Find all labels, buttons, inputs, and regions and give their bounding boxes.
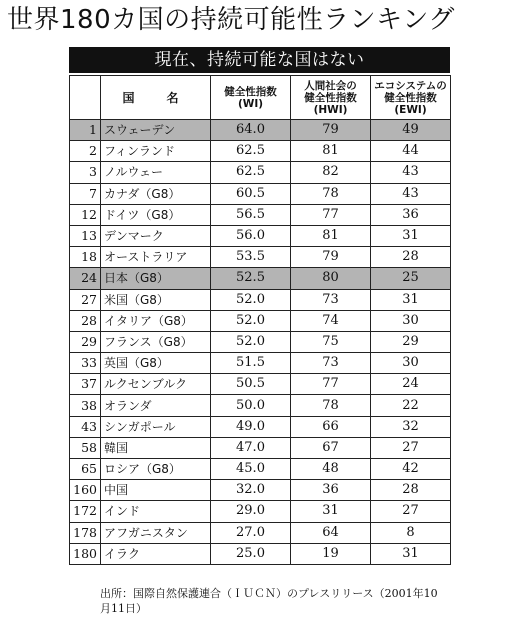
wi-cell: 51.5	[211, 353, 291, 374]
hwi-cell: 81	[291, 141, 371, 162]
rank-cell: 12	[70, 204, 101, 225]
wi-cell: 56.0	[211, 225, 291, 246]
rank-cell: 1	[70, 120, 101, 141]
ewi-header-line: 健全性指数	[384, 91, 437, 104]
hwi-cell: 79	[291, 247, 371, 268]
rank-cell: 38	[70, 395, 101, 416]
country-cell: シンガポール	[101, 416, 211, 437]
table-row	[70, 437, 451, 458]
wi-cell: 62.5	[211, 162, 291, 183]
table-row	[70, 480, 451, 501]
ranking-table-body	[70, 120, 451, 565]
ewi-cell: 28	[371, 480, 451, 501]
country-cell: 中国	[101, 480, 211, 501]
rank-cell: 160	[70, 480, 101, 501]
ewi-cell: 30	[371, 353, 451, 374]
hwi-cell: 77	[291, 374, 371, 395]
ewi-cell: 27	[371, 501, 451, 522]
table-row	[70, 141, 451, 162]
country-cell: ドイツ（G8）	[101, 204, 211, 225]
rank-cell: 178	[70, 522, 101, 543]
ewi-cell: 31	[371, 289, 451, 310]
wi-cell: 52.0	[211, 289, 291, 310]
table-row	[70, 225, 451, 246]
ewi-cell: 30	[371, 310, 451, 331]
wi-cell: 47.0	[211, 437, 291, 458]
ewi-cell: 42	[371, 459, 451, 480]
source-note: 出所：国際自然保護連合（ＩＵＣＮ）のプレスリリース（2001年10月11日）	[100, 587, 438, 615]
table-row	[70, 289, 451, 310]
hwi-cell: 67	[291, 437, 371, 458]
ewi-cell: 49	[371, 120, 451, 141]
hwi-cell: 78	[291, 183, 371, 204]
hwi-cell: 73	[291, 289, 371, 310]
wi-cell: 27.0	[211, 522, 291, 543]
ranking-table	[69, 75, 451, 565]
hwi-cell: 81	[291, 225, 371, 246]
wi-cell: 60.5	[211, 183, 291, 204]
hwi-cell: 66	[291, 416, 371, 437]
hwi-cell: 79	[291, 120, 371, 141]
country-cell: インド	[101, 501, 211, 522]
table-row	[70, 353, 451, 374]
rank-cell: 43	[70, 416, 101, 437]
hwi-cell: 75	[291, 331, 371, 352]
ewi-cell: 25	[371, 268, 451, 289]
rank-cell: 58	[70, 437, 101, 458]
table-row	[70, 331, 451, 352]
ewi-cell: 24	[371, 374, 451, 395]
country-cell: イタリア（G8）	[101, 310, 211, 331]
country-cell: 韓国	[101, 437, 211, 458]
country-name-header: 国 名	[101, 76, 211, 120]
table-row	[70, 247, 451, 268]
wi-cell: 52.0	[211, 310, 291, 331]
ewi-header-line: エコシステムの	[374, 79, 447, 92]
hwi-cell: 31	[291, 501, 371, 522]
wi-cell: 56.5	[211, 204, 291, 225]
rank-cell: 7	[70, 183, 101, 204]
rank-cell: 24	[70, 268, 101, 289]
ewi-cell: 31	[371, 225, 451, 246]
country-cell: ロシア（G8）	[101, 459, 211, 480]
hwi-cell: 73	[291, 353, 371, 374]
table-row	[70, 374, 451, 395]
wi-cell: 25.0	[211, 543, 291, 564]
subtitle-banner: 現在、持続可能な国はない	[69, 47, 450, 73]
country-cell: フランス（G8）	[101, 331, 211, 352]
table-row	[70, 543, 451, 564]
wi-header-line: (WI)	[237, 97, 264, 110]
country-cell: オランダ	[101, 395, 211, 416]
hwi-cell: 19	[291, 543, 371, 564]
table-row	[70, 416, 451, 437]
wi-cell: 53.5	[211, 247, 291, 268]
wi-cell: 52.5	[211, 268, 291, 289]
ewi-cell: 29	[371, 331, 451, 352]
table-row	[70, 268, 451, 289]
hwi-cell: 78	[291, 395, 371, 416]
table-row	[70, 120, 451, 141]
rank-cell: 180	[70, 543, 101, 564]
country-cell: スウェーデン	[101, 120, 211, 141]
table-row	[70, 459, 451, 480]
country-cell: ルクセンブルク	[101, 374, 211, 395]
table-row	[70, 204, 451, 225]
ewi-cell: 32	[371, 416, 451, 437]
rank-cell: 27	[70, 289, 101, 310]
wi-cell: 29.0	[211, 501, 291, 522]
ewi-cell: 43	[371, 162, 451, 183]
wi-cell: 45.0	[211, 459, 291, 480]
country-cell: ノルウェー	[101, 162, 211, 183]
ewi-cell: 22	[371, 395, 451, 416]
hwi-header-line: 人間社会の	[304, 79, 357, 92]
ewi-cell: 28	[371, 247, 451, 268]
table-row	[70, 501, 451, 522]
hwi-header	[291, 76, 371, 120]
hwi-cell: 74	[291, 310, 371, 331]
rank-cell: 65	[70, 459, 101, 480]
wi-header	[211, 76, 291, 120]
table-row	[70, 310, 451, 331]
hwi-cell: 77	[291, 204, 371, 225]
wi-header-line: 健全性指数	[224, 85, 277, 98]
rank-cell: 28	[70, 310, 101, 331]
country-cell: 日本（G8）	[101, 268, 211, 289]
rank-cell: 18	[70, 247, 101, 268]
wi-cell: 52.0	[211, 331, 291, 352]
country-cell: デンマーク	[101, 225, 211, 246]
hwi-cell: 82	[291, 162, 371, 183]
ewi-cell: 27	[371, 437, 451, 458]
ewi-cell: 31	[371, 543, 451, 564]
ewi-cell: 43	[371, 183, 451, 204]
table-row	[70, 183, 451, 204]
wi-cell: 50.5	[211, 374, 291, 395]
country-cell: 英国（G8）	[101, 353, 211, 374]
hwi-cell: 64	[291, 522, 371, 543]
rank-cell: 37	[70, 374, 101, 395]
hwi-cell: 36	[291, 480, 371, 501]
rank-cell: 13	[70, 225, 101, 246]
wi-cell: 64.0	[211, 120, 291, 141]
hwi-header-line: 健全性指数	[304, 91, 357, 104]
wi-cell: 50.0	[211, 395, 291, 416]
country-cell: フィンランド	[101, 141, 211, 162]
wi-cell: 62.5	[211, 141, 291, 162]
rank-header	[70, 76, 101, 120]
country-cell: イラク	[101, 543, 211, 564]
ewi-cell: 36	[371, 204, 451, 225]
country-cell: アフガニスタン	[101, 522, 211, 543]
page-title: 世界180カ国の持続可能性ランキング	[7, 5, 455, 35]
ewi-header	[371, 76, 451, 120]
ewi-cell: 44	[371, 141, 451, 162]
rank-cell: 172	[70, 501, 101, 522]
rank-cell: 33	[70, 353, 101, 374]
rank-cell: 29	[70, 331, 101, 352]
ewi-cell: 8	[371, 522, 451, 543]
hwi-cell: 48	[291, 459, 371, 480]
wi-cell: 32.0	[211, 480, 291, 501]
table-header-row	[70, 76, 451, 120]
table-row	[70, 522, 451, 543]
country-cell: カナダ（G8）	[101, 183, 211, 204]
country-cell: オーストラリア	[101, 247, 211, 268]
ewi-header-line: (EWI)	[394, 103, 427, 116]
table-row	[70, 162, 451, 183]
rank-cell: 2	[70, 141, 101, 162]
table-row	[70, 395, 451, 416]
country-cell: 米国（G8）	[101, 289, 211, 310]
hwi-cell: 80	[291, 268, 371, 289]
hwi-header-line: (HWI)	[313, 103, 348, 116]
wi-cell: 49.0	[211, 416, 291, 437]
rank-cell: 3	[70, 162, 101, 183]
